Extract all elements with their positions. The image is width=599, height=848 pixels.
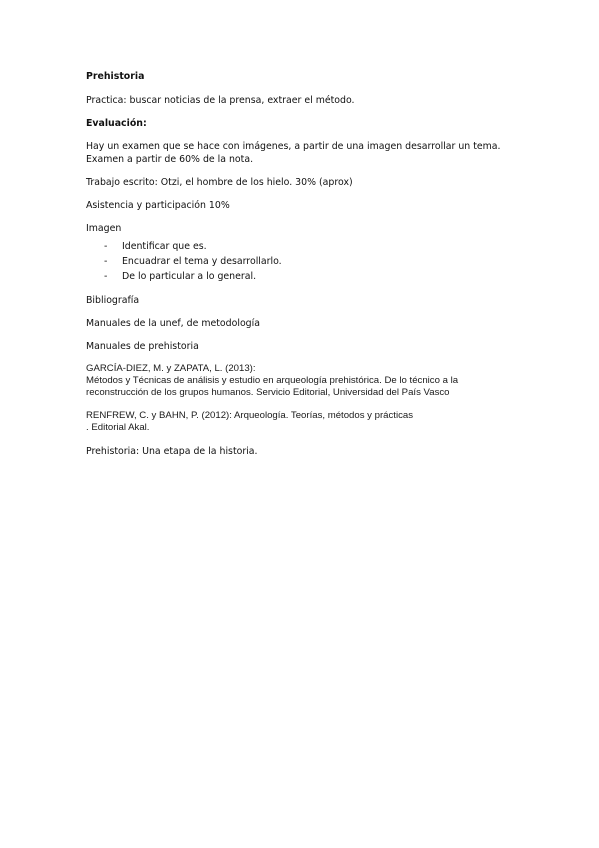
manuals-unef-text: Manuales de la unef, de metodología xyxy=(86,318,260,329)
image-heading: Imagen xyxy=(86,223,122,234)
practice-text: Practica: buscar noticias de la prensa, extraer el método. xyxy=(86,95,355,106)
evaluation-heading: Evaluación: xyxy=(86,118,147,129)
list-item-text: Encuadrar el tema y desarrollarlo. xyxy=(122,256,282,267)
written-work-text: Trabajo escrito: Otzi, el hombre de los hielo. 30% (aprox) xyxy=(86,177,353,188)
reference-1-line-3: reconstrucción de los grupos humanos. Servicio Editorial, Universidad del País Vasco xyxy=(86,387,450,398)
closing-text: Prehistoria: Una etapa de la historia. xyxy=(86,446,258,457)
reference-2-line-2: . Editorial Akal. xyxy=(86,422,150,433)
reference-1-line-1: GARCÍA-DIEZ, M. y ZAPATA, L. (2013): xyxy=(86,363,256,374)
image-list xyxy=(86,239,516,284)
reference-1-line-2: Métodos y Técnicas de análisis y estudio en arqueología prehistórica. De lo técnico a la xyxy=(86,375,459,386)
list-item xyxy=(86,269,516,284)
dash-marker: - xyxy=(104,241,108,252)
exam-line-2: Examen a partir de 60% de la nota. xyxy=(86,154,254,165)
list-item-text: Identificar que es. xyxy=(122,241,207,252)
attendance-text: Asistencia y participación 10% xyxy=(86,200,230,211)
list-item-text: De lo particular a lo general. xyxy=(122,271,257,282)
exam-line-1: Hay un examen que se hace con imágenes, a partir de una imagen desarrollar un tema. xyxy=(86,141,501,152)
document-heading: Prehistoria xyxy=(86,71,145,82)
dash-marker: - xyxy=(104,271,108,282)
bibliography-heading: Bibliografía xyxy=(86,295,140,306)
reference-2-line-1: RENFREW, C. y BAHN, P. (2012): Arqueología. Teorías, métodos y prácticas xyxy=(86,410,414,421)
manuals-prehistory-text: Manuales de prehistoria xyxy=(86,341,199,352)
list-item xyxy=(86,239,516,254)
dash-marker: - xyxy=(104,256,108,267)
document-page xyxy=(86,70,516,458)
list-item xyxy=(86,254,516,269)
